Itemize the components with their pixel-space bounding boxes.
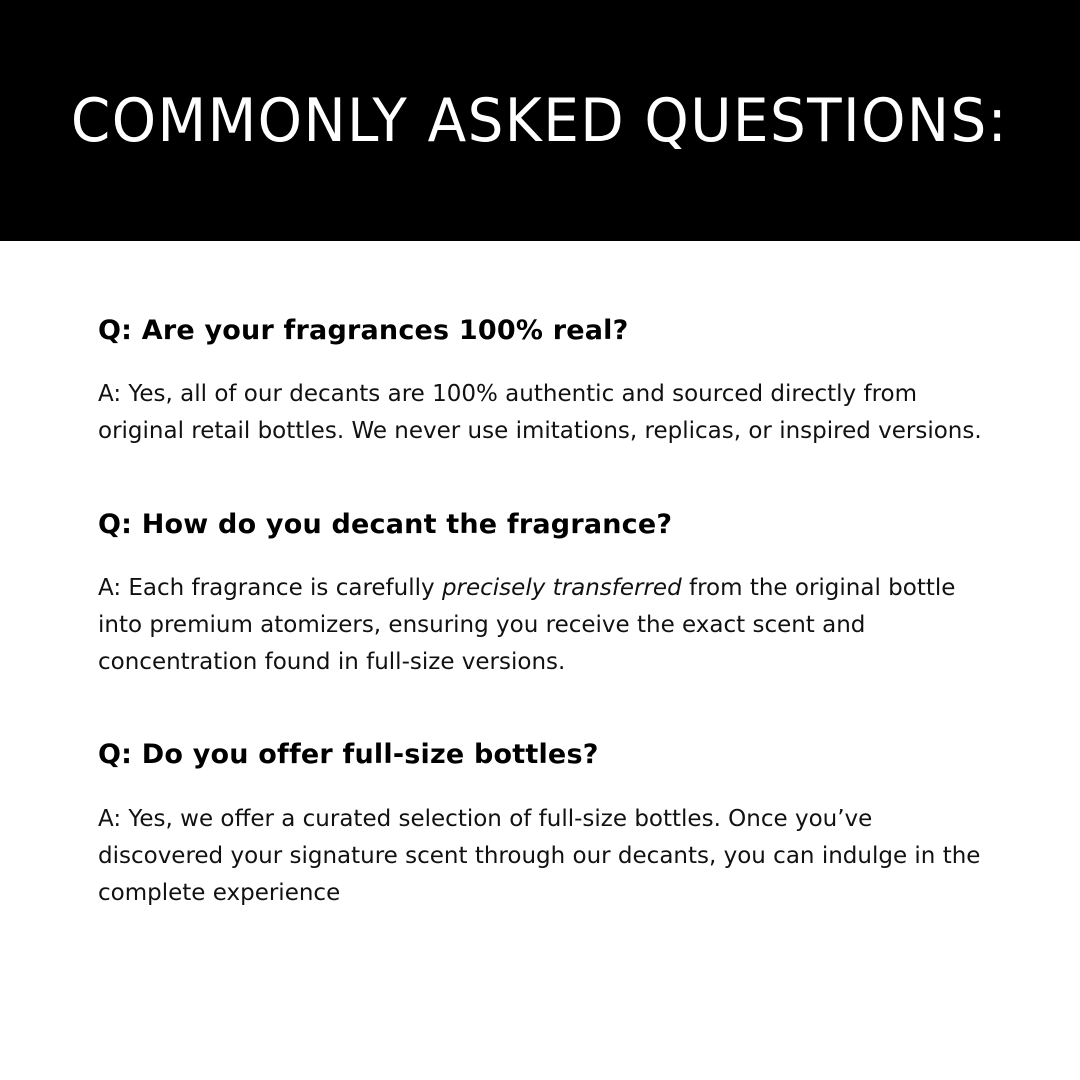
faq-question: Q: Are your fragrances 100% real?	[98, 315, 629, 346]
faq-answer-text: A: Yes, we offer a curated selection of full-size bottles. Once you’ve discovered your signature scent through our decants, you can indulge in the complete experience	[98, 805, 981, 907]
faq-answer-text: A: Yes, all of our decants are 100% authentic and sourced directly from original retail bottles. We never use imitations, replicas, or inspired versions.	[98, 381, 982, 445]
faq-answer	[98, 801, 984, 913]
faq-item	[98, 313, 984, 451]
page-title: COMMONLY ASKED QUESTIONS:	[71, 85, 1009, 156]
faq-list	[0, 241, 1080, 912]
faq-item	[98, 507, 984, 682]
faq-answer-text: A: Each fragrance is carefully	[98, 574, 442, 601]
faq-answer	[98, 570, 984, 682]
header-band	[0, 0, 1080, 241]
faq-answer	[98, 376, 984, 451]
faq-item	[98, 737, 984, 912]
faq-answer-text-cont: from the original bottle into premium atomizers, ensuring you receive the exact scent and concentration found in full-size versions.	[98, 574, 956, 676]
faq-answer-emphasis: precisely transferred	[441, 574, 682, 601]
faq-question: Q: Do you offer full-size bottles?	[98, 739, 599, 771]
faq-question: Q: How do you decant the fragrance?	[98, 508, 673, 540]
